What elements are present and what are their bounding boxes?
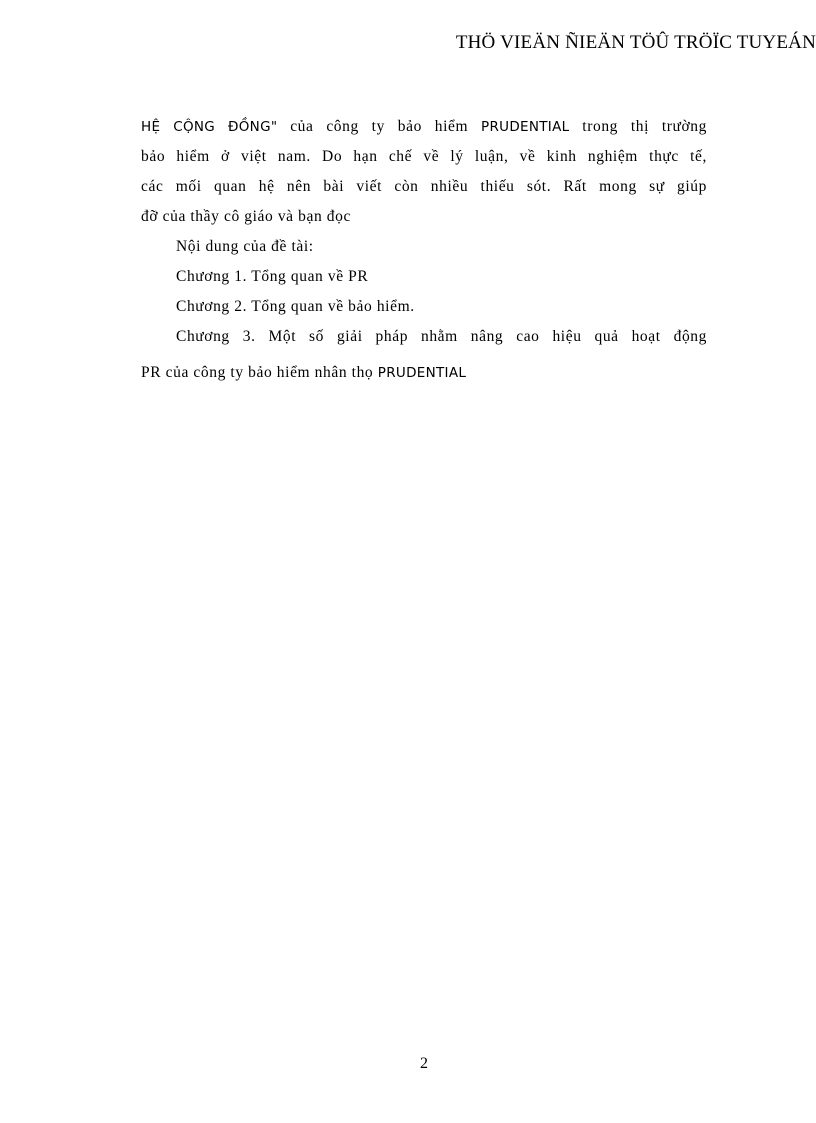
- contents-heading: Nội dung của đề tài:: [176, 238, 314, 255]
- paragraph-line-4: đỡ của thầy cô giáo và bạn đọc: [141, 208, 351, 225]
- text-fragment: trong thị trường: [582, 118, 708, 135]
- paragraph-line-3: các mối quan hệ nên bài viết còn nhiều thiếu sót. Rất mong sự giúp: [141, 178, 707, 195]
- company-name: PRUDENTIAL: [481, 119, 570, 135]
- text-fragment: PR của công ty bảo hiểm nhân thọ: [141, 364, 374, 381]
- running-header: THÖ VIEÄN ÑIEÄN TÖÛ TRÖÏC TUYEÁN: [455, 32, 816, 53]
- chapter-continuation: [141, 358, 707, 388]
- paragraph-line-1: [141, 112, 707, 142]
- text-fragment: của công ty bảo hiểm: [290, 118, 469, 135]
- chapter-item: Chương 3. Một số giải pháp nhằm nâng cao hiệu quả hoạt động: [176, 328, 707, 345]
- chapter-item: Chương 2. Tổng quan về bảo hiểm.: [176, 298, 415, 315]
- document-body: [141, 112, 707, 388]
- company-name: PRUDENTIAL: [377, 365, 467, 381]
- chapter-item: Chương 1. Tổng quan về PR: [176, 268, 369, 285]
- paragraph-line-2: bảo hiểm ở việt nam. Do hạn chế về lý luận, về kinh nghiệm thực tế,: [141, 148, 707, 165]
- decorative-title-fragment: HỆ CỘNG ĐỒNG": [141, 119, 278, 135]
- page-number: 2: [420, 1055, 428, 1072]
